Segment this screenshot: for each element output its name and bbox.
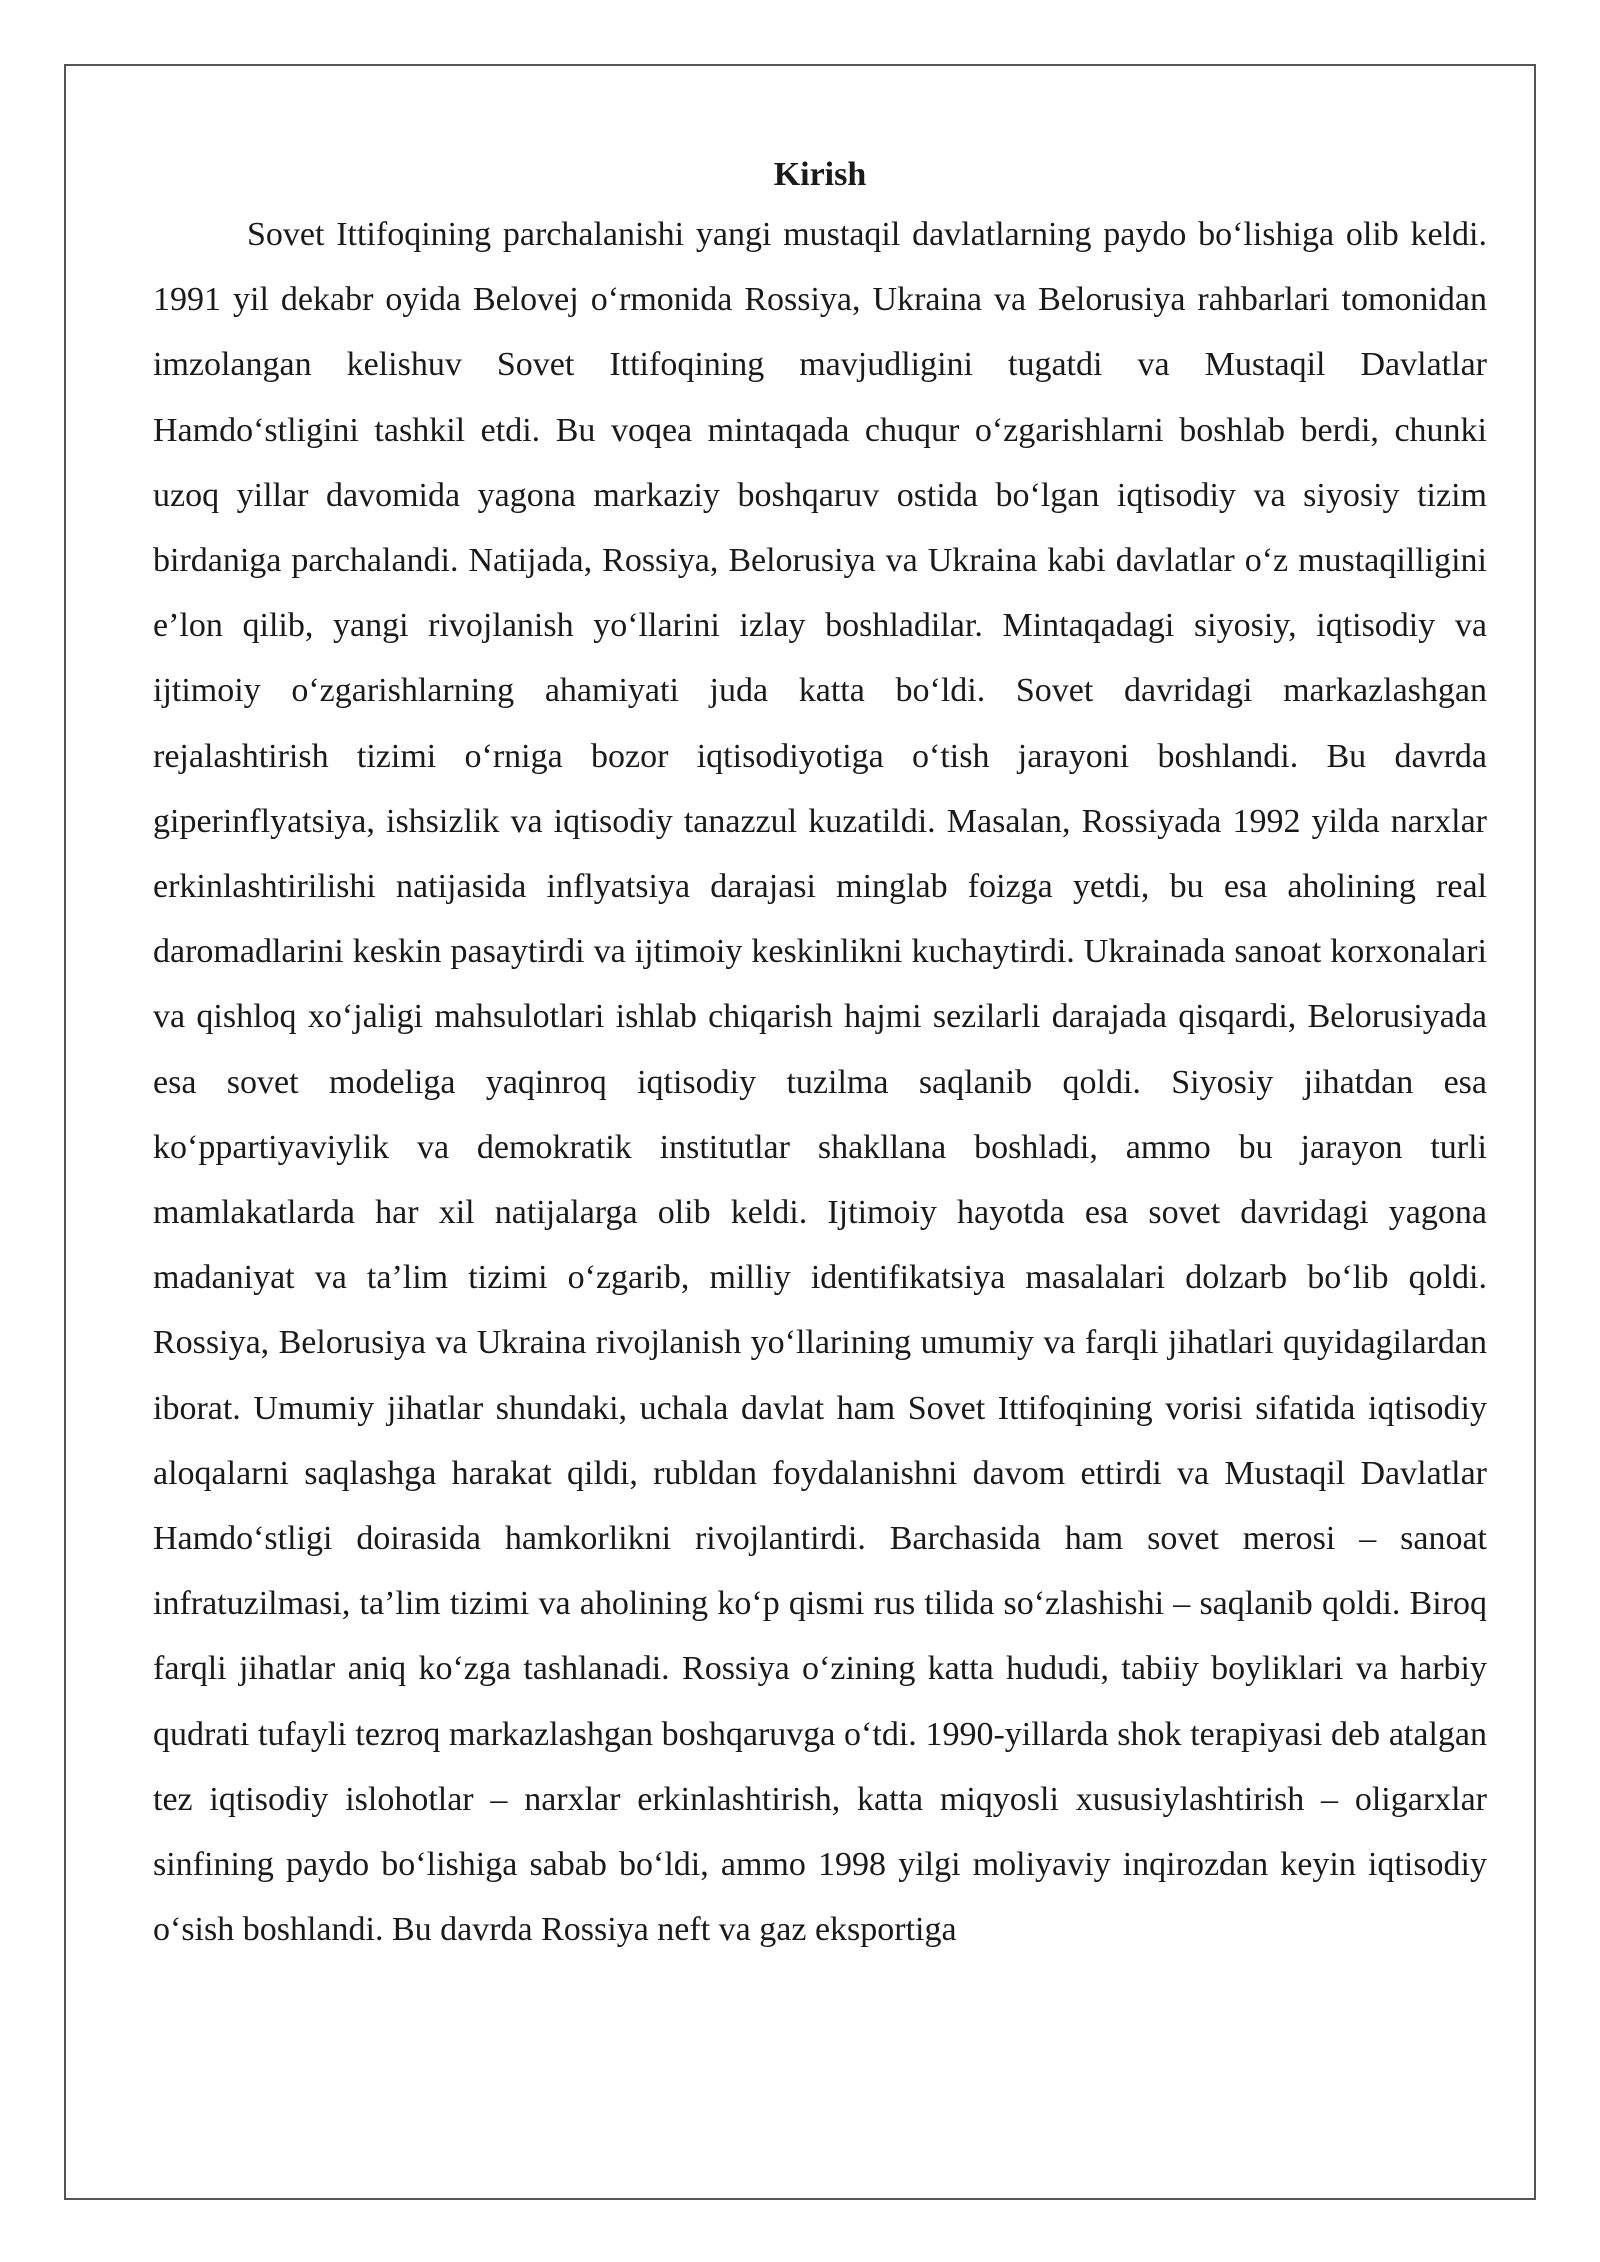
document-body	[153, 148, 1487, 1962]
document-title: Kirish	[773, 156, 867, 193]
body-paragraph: Sovet Ittifoqining parchalanishi yangi mustaqil davlatlarning paydo bo‘lishiga olib keldi. 1991 yil dekabr oyida Belovej o‘rmonida Rossiya, Ukraina va Belorusiya rahbarlari tomonidan imzolangan kelishuv Sovet Ittifoqining mavjudligini tugatdi va Mustaqil Davlatlar Hamdo‘stligini tashkil etdi. Bu voqea mintaqada chuqur o‘zgarishlarni boshlab berdi, chunki uzoq yillar davomida yagona markaziy boshqaruv ostida bo‘lgan iqtisodiy va siyosiy tizim birdaniga parchalandi. Natijada, Rossiya, Belorusiya va Ukraina kabi davlatlar o‘z mustaqilligini e’lon qilib, yangi rivojlanish yo‘llarini izlay boshladilar. Mintaqadagi siyosiy, iqtisodiy va ijtimoiy o‘zgarishlarning ahamiyati juda katta bo‘ldi. Sovet davridagi markazlashgan rejalashtirish tizimi o‘rniga bozor iqtisodiyotiga o‘tish jarayoni boshlandi. Bu davrda giperinflyatsiya, ishsizlik va iqtisodiy tanazzul kuzatildi. Masalan, Rossiyada 1992 yilda narxlar erkinlashtirilishi natijasida inflyatsiya darajasi minglab foizga yetdi, bu esa aholining real daromadlarini keskin pasaytirdi va ijtimoiy keskinlikni kuchaytirdi. Ukrainada sanoat korxonalari va qishloq xo‘jaligi mahsulotlari ishlab chiqarish hajmi sezilarli darajada qisqardi, Belorusiyada esa sovet modeliga yaqinroq iqtisodiy tuzilma saqlanib qoldi. Siyosiy jihatdan esa ko‘ppartiyaviylik va demokratik institutlar shakllana boshladi, ammo bu jarayon turli mamlakatlarda har xil natijalarga olib keldi. Ijtimoiy hayotda esa sovet davridagi yagona madaniyat va ta’lim tizimi o‘zgarib, milliy identifikatsiya masalalari dolzarb bo‘lib qoldi. Rossiya, Belorusiya va Ukraina rivojlanish yo‘llarining umumiy va farqli jihatlari quyidagilardan iborat. Umumiy jihatlar shundaki, uchala davlat ham Sovet Ittifoqining vorisi sifatida iqtisodiy aloqalarni saqlashga harakat qildi, rubldan foydalanishni davom ettirdi va Mustaqil Davlatlar Hamdo‘stligi doirasida hamkorlikni rivojlantirdi. Barchasida ham sovet merosi – sanoat infratuzilmasi, ta’lim tizimi va aholining ko‘p qismi rus tilida so‘zlashishi – saqlanib qoldi. Biroq farqli jihatlar aniq ko‘zga tashlanadi. Rossiya o‘zining katta hududi, tabiiy boyliklari va harbiy qudrati tufayli tezroq markazlashgan boshqaruvga o‘tdi. 1990-yillarda shok terapiyasi deb atalgan tez iqtisodiy islohotlar – narxlar erkinlashtirish, katta miqyosli xususiylashtirish – oligarxlar sinfining paydo bo‘lishiga sabab bo‘ldi, ammo 1998 yilgi moliyaviy inqirozdan keyin iqtisodiy o‘sish boshlandi. Bu davrda Rossiya neft va gaz eksportiga	[153, 216, 1487, 1949]
